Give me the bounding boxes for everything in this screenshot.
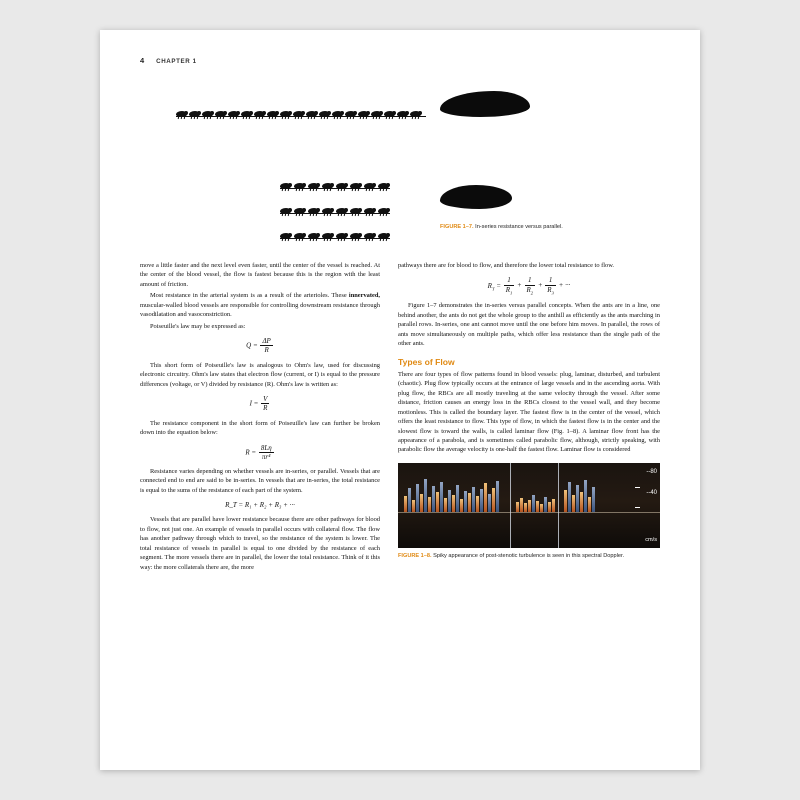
ant-row-parallel-2 [280, 200, 390, 216]
bold-term: innervated, [348, 292, 380, 300]
paragraph: There are four types of flow patterns found in blood vessels: plug, laminar, disturbed, and turbulent (chaotic). Plug flow typically occurs at the entrance of large vessels and in the ascending aorta. With plug flow, the RBCs are all mostly traveling at the same velocity through the vessel. After some distance, friction causes an energy loss in the RBCs closest to the vessel wall, and they become motionless. This is called the boundary layer. The fastest flow is in the center of the vessel, which offers the least resistance to flow. This type of flow, in which the fastest flow is in the center and the slowest flow is toward the walls, is called laminar flow (Fig. 1–8). A laminar flow front has the appearance of a parabola, and is sometimes called parabolic flow, although, strictly speaking, with parabolic flow the average velocity is one-half the fastest flow. Laminar flow is considered [398, 370, 660, 454]
ant-row-parallel-1 [280, 175, 390, 191]
doppler-scale-label: --80 [646, 468, 657, 475]
doppler-unit-label: cm/s [645, 536, 657, 543]
anthill-shape-bottom [440, 185, 512, 209]
ant-row-parallel-3 [280, 225, 390, 241]
fraction-numerator: V [263, 395, 268, 404]
paragraph-text: Most resistance in the arterial system is as a result of the arterioles. These [150, 292, 349, 300]
fraction [259, 444, 274, 461]
paragraph: Figure 1–7 demonstrates the in-series versus parallel concepts. When the ants are in a line, one behind another, the ants do not get the whole group to the anthill as efficiently as the ants marching in parallel rows. In-series, one ant cannot move until the one before him moves. In parallel, the rows of ants move simultaneously on multiple paths, which offer less resistance than the single path of the other ants. [398, 302, 660, 348]
document-page [100, 30, 700, 770]
paragraph: This short form of Poiseuille's law is analogous to Ohm's law, used for discussing electronic circuitry. Ohm's law states that electron flow (current, or I) is equal to the pressure differences (voltage, or V) divided by resistance (R). Ohm's law is written as: [140, 361, 380, 388]
paragraph: Poiseuille's law may be expressed as: [150, 322, 246, 330]
fraction-denominator: R [263, 404, 268, 413]
fraction-numerator: 1 [525, 276, 536, 285]
body-columns [140, 261, 660, 572]
fraction-denominator: $R_3$ [547, 285, 554, 295]
doppler-baseline [398, 512, 660, 513]
fraction-numerator: 8Lη [260, 443, 272, 452]
fraction [260, 337, 272, 354]
equation-parallel-resistance [398, 276, 660, 295]
paragraph: Resistance varies depending on whether vessels are in-series, or parallel. Vessels that are connected end to end are said to be in-series. In vessels that are in-series, the total resistance is equal to the sums of the resistance of each part of the system. [140, 467, 380, 494]
paragraph: The resistance component in the short form of Poiseuille's law can further be broken down into the equation below: [140, 419, 380, 437]
page-number: 4 [140, 56, 145, 65]
fraction-denominator: πr⁴ [261, 452, 271, 461]
equation-ohms-law [140, 395, 380, 412]
equation-poiseuille [140, 337, 380, 354]
fraction-denominator: $R_1$ [505, 285, 513, 295]
figure-1-7-label: FIGURE 1–7. [440, 224, 474, 230]
figure-1-7-caption-text: In-series resistance versus parallel. [475, 224, 563, 230]
plus-sign: + [517, 281, 522, 290]
equation-series-resistance: R_T = R₁ + R₂ + R₃ + ··· [225, 501, 295, 510]
paragraph: move a little faster and the next level even faster, until the center of the vessel is reached. At the center of the blood vessel, the flow is fastest because this is the region with the least amount of friction. [140, 262, 380, 288]
plus-sign: + [537, 281, 543, 290]
equation-lhs: R = [245, 447, 257, 456]
figure-1-8-caption-text: Spiky appearance of post-stenotic turbulence is seen in this spectral Doppler. [433, 552, 625, 559]
fraction-numerator: 1 [545, 276, 556, 285]
equation-tail: + ··· [558, 281, 571, 290]
figure-1-8-caption [398, 552, 660, 561]
equation-lhs: Q = [246, 341, 258, 350]
page-content [140, 56, 660, 748]
figure-1-7 [140, 75, 660, 255]
doppler-scale-labels [646, 469, 657, 510]
figure-1-7-caption [440, 223, 640, 231]
section-heading-types-of-flow: Types of Flow [398, 356, 455, 367]
chapter-label: CHAPTER 1 [156, 58, 197, 65]
equation-lhs: $R_T$ = [487, 281, 501, 291]
fraction [545, 276, 556, 295]
paragraph-text: muscular-walled blood vessels are responsible for controlling downstream resistance through vasodilatation and vasoconstriction. [140, 301, 380, 319]
right-column [398, 261, 660, 572]
paragraph: Vessels that are parallel have lower resistance because there are other pathways for blood to flow, not just one. An example of vessels in parallel occurs with collateral flow. The flow has another pathway through which to travel, so the resistance of the system is lower. The total resistance of vessels in parallel is equal to one divided by the resistance of each segment. The more vessels there are in parallel, the lower the total resistance. Think of it this way: the more collaterals there are, the more [140, 516, 380, 571]
figure-1-8-image [398, 463, 660, 548]
fraction [261, 395, 269, 412]
fraction-denominator: R [264, 346, 269, 355]
fraction-denominator: $R_2$ [526, 285, 534, 295]
left-column [140, 261, 380, 572]
fraction-numerator: 1 [504, 276, 515, 285]
fraction [504, 276, 515, 295]
equation-resistance [140, 444, 380, 461]
paragraph: pathways there are for blood to flow, and therefore the lower total resistance to flow. [398, 262, 615, 269]
equation-lhs: I = [249, 399, 259, 408]
fraction-numerator: ΔP [262, 337, 271, 346]
fraction [525, 276, 536, 295]
figure-1-8-label: FIGURE 1–8. [398, 552, 432, 559]
paragraph [140, 291, 380, 319]
doppler-scale-label: --40 [646, 489, 657, 496]
running-head [140, 56, 660, 65]
ant-row-in-series [176, 103, 426, 119]
anthill-shape-top [440, 91, 530, 117]
